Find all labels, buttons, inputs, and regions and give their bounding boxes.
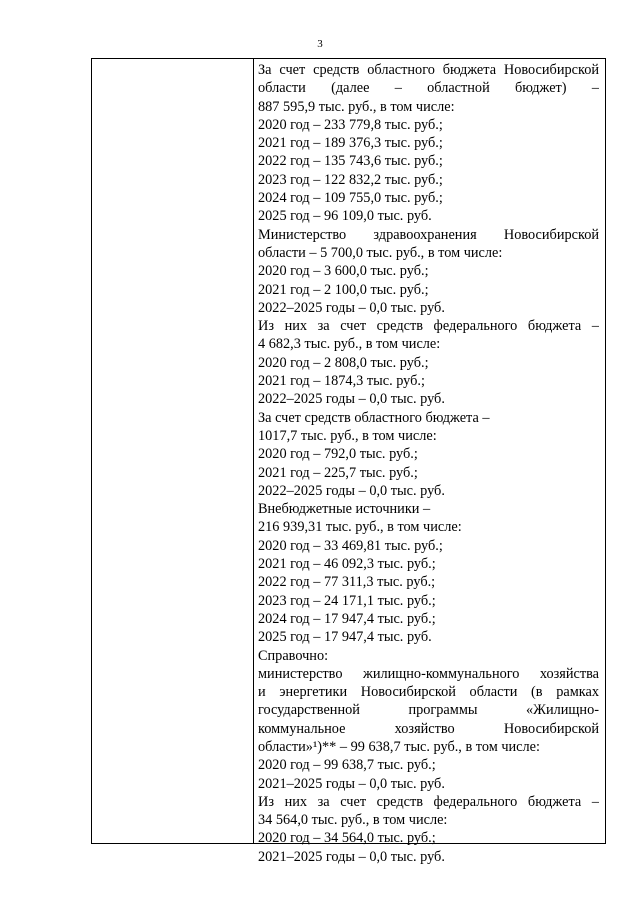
text-line: государственной программы «Жилищно- (258, 702, 599, 719)
text-line: 2022–2025 годы – 0,0 тыс. руб. (258, 391, 445, 408)
column-divider (253, 59, 254, 843)
text-line: 2021 год – 189 376,3 тыс. руб.; (258, 135, 443, 152)
text-line: Справочно: (258, 647, 329, 664)
text-line: 216 939,31 тыс. руб., в том числе: (258, 519, 462, 536)
financing-table (91, 58, 606, 865)
text-line: 2021–2025 годы – 0,0 тыс. руб. (258, 775, 445, 792)
text-line: За счет средств областного бюджета Новосибирской (258, 62, 599, 78)
text-line: Внебюджетные источники – (258, 501, 431, 518)
table-right-cell (258, 61, 599, 866)
text-line: 4 682,3 тыс. руб., в том числе: (258, 336, 441, 353)
text-line: 2020 год – 34 564,0 тыс. руб.; (258, 830, 436, 847)
text-line: 2025 год – 17 947,4 тыс. руб. (258, 629, 432, 646)
text-line: 2023 год – 122 832,2 тыс. руб.; (258, 171, 443, 188)
text-line: 1017,7 тыс. руб., в том числе: (258, 427, 437, 444)
text-line: 2024 год – 109 755,0 тыс. руб.; (258, 190, 443, 207)
text-line: 2020 год – 792,0 тыс. руб.; (258, 446, 418, 463)
text-line: 2022–2025 годы – 0,0 тыс. руб. (258, 482, 445, 499)
text-line: области (далее – областной бюджет) – (258, 80, 599, 97)
text-line: и энергетики Новосибирской области (в рамках (258, 684, 599, 701)
text-line: За счет средств областного бюджета – (258, 409, 490, 426)
text-line: 2020 год – 233 779,8 тыс. руб.; (258, 116, 443, 133)
text-line: 2024 год – 17 947,4 тыс. руб.; (258, 610, 436, 627)
text-line: 2020 год – 3 600,0 тыс. руб.; (258, 263, 429, 280)
text-line: 887 595,9 тыс. руб., в том числе: (258, 98, 455, 115)
text-line: 2021 год – 225,7 тыс. руб.; (258, 464, 418, 481)
text-line: 2020 год – 2 808,0 тыс. руб.; (258, 354, 429, 371)
text-line: 34 564,0 тыс. руб., в том числе: (258, 812, 448, 829)
text-line: 2022 год – 77 311,3 тыс. руб.; (258, 574, 436, 591)
text-line: области – 5 700,0 тыс. руб., в том числе: (258, 244, 503, 261)
text-line: 2022 год – 135 743,6 тыс. руб.; (258, 153, 443, 170)
text-line: 2025 год – 96 109,0 тыс. руб. (258, 208, 432, 225)
text-line: министерство жилищно-коммунального хозяйства (258, 665, 599, 682)
table-left-cell (92, 59, 253, 843)
text-line: 2021–2025 годы – 0,0 тыс. руб. (258, 848, 445, 865)
text-line: области»¹)** – 99 638,7 тыс. руб., в том числе: (258, 738, 540, 755)
text-line: Из них за счет средств федерального бюджета – (258, 793, 599, 810)
text-line: 2020 год – 33 469,81 тыс. руб.; (258, 537, 443, 554)
text-line: 2021 год – 2 100,0 тыс. руб.; (258, 281, 429, 298)
text-line: Из них за счет средств федерального бюджета – (258, 318, 599, 335)
text-line: 2021 год – 1874,3 тыс. руб.; (258, 373, 425, 390)
page-number: 3 (317, 38, 323, 50)
text-line: Министерство здравоохранения Новосибирской (258, 226, 599, 243)
text-line: коммунальное хозяйство Новосибирской (258, 720, 599, 737)
text-line: 2023 год – 24 171,1 тыс. руб.; (258, 592, 436, 609)
text-line: 2021 год – 46 092,3 тыс. руб.; (258, 556, 436, 573)
text-line: 2020 год – 99 638,7 тыс. руб.; (258, 757, 436, 774)
text-line: 2022–2025 годы – 0,0 тыс. руб. (258, 299, 445, 316)
